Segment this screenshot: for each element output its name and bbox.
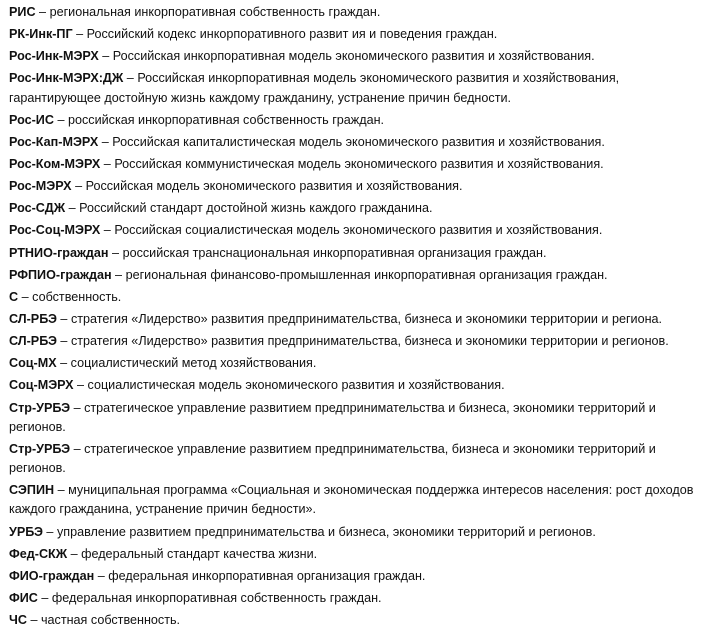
glossary-separator: – bbox=[72, 27, 87, 42]
glossary-separator: – bbox=[123, 71, 138, 86]
glossary-separator: – bbox=[53, 112, 68, 127]
glossary-entry bbox=[9, 111, 707, 130]
glossary-separator: – bbox=[111, 267, 126, 282]
glossary-term: Рос-Инк-МЭРХ bbox=[9, 49, 99, 64]
glossary-separator: – bbox=[37, 591, 52, 606]
glossary-separator: – bbox=[71, 179, 86, 194]
glossary-entry bbox=[9, 25, 707, 44]
glossary-separator: – bbox=[56, 334, 71, 349]
glossary-term: Соц-МЭРХ bbox=[9, 378, 74, 393]
glossary-entry bbox=[9, 288, 707, 307]
glossary-definition: Российский стандарт достойной жизнь каждого гражданина. bbox=[79, 201, 433, 216]
glossary-definition: муниципальная программа «Социальная и экономическая поддержка интересов населения: рост доходов каждого гражданина, устранение причин бедности». bbox=[9, 483, 694, 517]
glossary-separator: – bbox=[65, 201, 80, 216]
glossary-separator: – bbox=[18, 289, 33, 304]
glossary-term: С bbox=[9, 289, 19, 304]
glossary-entry bbox=[9, 310, 707, 329]
glossary-term: Рос-Кап-МЭРХ bbox=[9, 134, 99, 149]
glossary-term: СЛ-РБЭ bbox=[9, 334, 57, 349]
glossary-definition: региональная финансово-промышленная инкорпоративная организация граждан. bbox=[125, 267, 608, 282]
glossary-term: РК-Инк-ПГ bbox=[9, 27, 73, 42]
glossary-term: УРБЭ bbox=[9, 524, 43, 539]
glossary-separator: – bbox=[98, 49, 113, 64]
glossary-entry bbox=[9, 399, 707, 437]
glossary-definition: Российский кодекс инкорпоративного развит ия и поведения граждан. bbox=[86, 27, 498, 42]
glossary-separator: – bbox=[70, 441, 85, 456]
glossary-entry bbox=[9, 440, 707, 478]
glossary-entry bbox=[9, 221, 707, 240]
glossary-separator: – bbox=[94, 568, 109, 583]
glossary-separator: – bbox=[35, 5, 50, 19]
glossary-entry bbox=[9, 3, 707, 22]
glossary-definition: федеральный стандарт качества жизни. bbox=[81, 546, 318, 561]
glossary-term: Рос-Соц-МЭРХ bbox=[9, 223, 101, 238]
glossary-term: Соц-МХ bbox=[9, 356, 57, 371]
glossary-entry bbox=[9, 199, 707, 218]
glossary-definition: Российская капиталистическая модель экономического развития и хозяйствования. bbox=[112, 134, 605, 149]
glossary-entry bbox=[9, 567, 707, 586]
glossary-definition: стратегия «Лидерство» развития предпринимательства, бизнеса и экономики территории и региона. bbox=[70, 312, 663, 327]
glossary-separator: – bbox=[54, 483, 69, 498]
glossary-definition: стратегическое управление развитием предпринимательства, бизнеса и экономики территорий и регионов. bbox=[9, 441, 656, 476]
glossary-definition: Российская социалистическая модель экономического развития и хозяйствования. bbox=[114, 223, 603, 238]
glossary-entry bbox=[9, 133, 707, 152]
glossary-definition: частная собственность. bbox=[40, 613, 181, 628]
glossary-entry bbox=[9, 589, 707, 608]
glossary-term: РИС bbox=[9, 5, 36, 19]
glossary-entry bbox=[9, 523, 707, 542]
glossary-definition: Российская коммунистическая модель экономического развития и хозяйствования. bbox=[114, 157, 604, 172]
abbreviations-glossary bbox=[9, 3, 707, 633]
glossary-entry bbox=[9, 545, 707, 564]
glossary-definition: региональная инкорпоративная собственность граждан. bbox=[49, 5, 381, 19]
glossary-definition: Российская инкорпоративная модель экономического развития и хозяйствования. bbox=[112, 49, 595, 64]
glossary-term: Рос-МЭРХ bbox=[9, 179, 72, 194]
glossary-term: ФИС bbox=[9, 591, 38, 606]
glossary-definition: федеральная инкорпоративная собственность граждан. bbox=[51, 591, 382, 606]
glossary-term: СЭПИН bbox=[9, 483, 55, 498]
glossary-term: Рос-ИС bbox=[9, 112, 54, 127]
glossary-term: Рос-Инк-МЭРХ:ДЖ bbox=[9, 71, 124, 86]
glossary-entry bbox=[9, 177, 707, 196]
glossary-term: ЧС bbox=[9, 613, 27, 628]
glossary-definition: российская транснациональная инкорпоративная организация граждан. bbox=[122, 245, 547, 260]
glossary-term: РФПИО-граждан bbox=[9, 267, 112, 282]
glossary-term: ФИО-граждан bbox=[9, 568, 95, 583]
glossary-definition: стратегия «Лидерство» развития предпринимательства, бизнеса и экономики территории и регионов. bbox=[70, 334, 669, 349]
glossary-definition: управление развитием предпринимательства и бизнеса, экономики территорий и регионов. bbox=[56, 524, 596, 539]
glossary-entry bbox=[9, 266, 707, 285]
glossary-entry bbox=[9, 155, 707, 174]
glossary-term: РТНИО-граждан bbox=[9, 245, 109, 260]
glossary-entry bbox=[9, 332, 707, 351]
glossary-term: Рос-Ком-МЭРХ bbox=[9, 157, 101, 172]
glossary-definition: стратегическое управление развитием предпринимательства и бизнеса, экономики территорий и регионов. bbox=[9, 400, 656, 434]
glossary-separator: – bbox=[26, 613, 41, 628]
glossary-term: Рос-СДЖ bbox=[9, 201, 66, 216]
glossary-entry bbox=[9, 376, 707, 395]
glossary-entry bbox=[9, 244, 707, 263]
glossary-term: Стр-УРБЭ bbox=[9, 441, 71, 456]
glossary-separator: – bbox=[56, 356, 71, 371]
glossary-separator: – bbox=[67, 546, 82, 561]
glossary-separator: – bbox=[73, 378, 88, 393]
glossary-entry bbox=[9, 47, 707, 66]
glossary-entry bbox=[9, 481, 707, 519]
glossary-definition: российская инкорпоративная собственность граждан. bbox=[67, 112, 385, 127]
glossary-entry bbox=[9, 354, 707, 373]
glossary-separator: – bbox=[56, 312, 71, 327]
glossary-definition: социалистическая модель экономического развития и хозяйствования. bbox=[87, 378, 505, 393]
glossary-separator: – bbox=[108, 245, 123, 260]
glossary-separator: – bbox=[42, 524, 57, 539]
glossary-definition: федеральная инкорпоративная организация граждан. bbox=[108, 568, 426, 583]
glossary-separator: – bbox=[70, 400, 85, 415]
glossary-definition: Российская инкорпоративная модель экономического развития и хозяйствования, гарантирующее достойную жизнь каждому гражданину, устранение причин бедности. bbox=[9, 71, 620, 105]
glossary-separator: – bbox=[100, 223, 115, 238]
glossary-term: Фед-СКЖ bbox=[9, 546, 68, 561]
glossary-definition: Российская модель экономического развития и хозяйствования. bbox=[85, 179, 463, 194]
glossary-definition: социалистический метод хозяйствования. bbox=[70, 356, 317, 371]
glossary-definition: собственность. bbox=[32, 289, 122, 304]
glossary-entry bbox=[9, 611, 707, 630]
glossary-separator: – bbox=[100, 157, 115, 172]
glossary-term: СЛ-РБЭ bbox=[9, 312, 57, 327]
glossary-entry bbox=[9, 69, 707, 107]
glossary-term: Стр-УРБЭ bbox=[9, 400, 71, 415]
glossary-separator: – bbox=[98, 134, 113, 149]
